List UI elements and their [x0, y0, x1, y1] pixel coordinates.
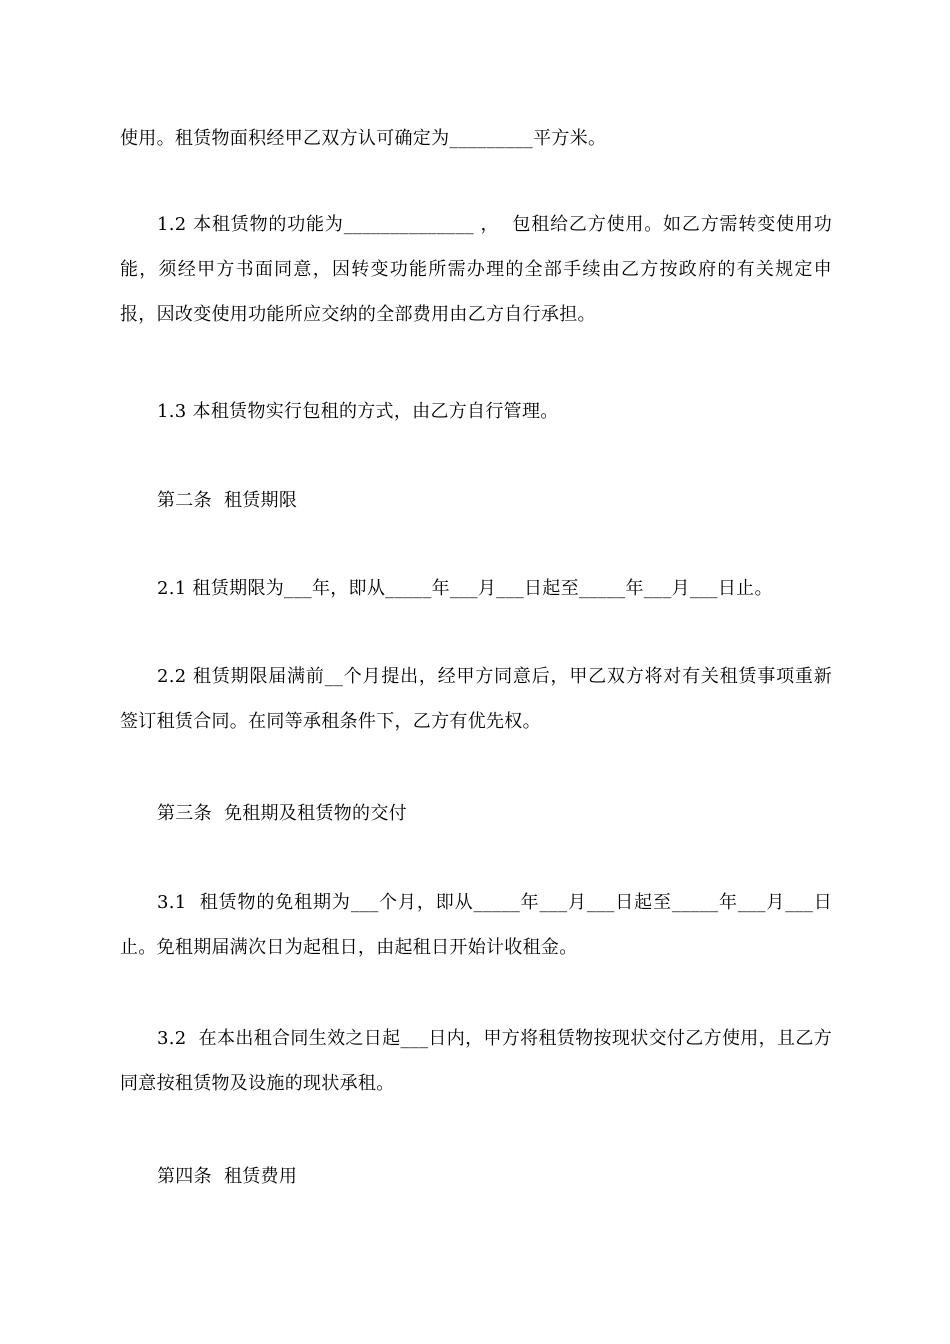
paragraph-1-2-function: 1.2 本租赁物的功能为______________ ， 包租给乙方使用。如乙方需转变使用功能，须经甲方书面同意，因转变功能所需办理的全部手续由乙方按政府的有关规定申报，因改变使用功能所应交纳的全部费用由乙方自行承担。 [120, 214, 832, 325]
paragraph-2-1-term: 2.1 租赁期限为___年，即从_____年___月___日起至_____年___月___日止。 [157, 578, 773, 599]
paragraph-3-1-rent-free: 3.1 租赁物的免租期为___个月，即从_____年___月___日起至_____年___月___日止。免租期届满次日为起租日，由起租日开始计收租金。 [120, 892, 832, 958]
paragraph-area-confirmation: 使用。租赁物面积经甲乙双方认可确定为_________平方米。 [120, 128, 607, 149]
heading-article-2: 第二条 租赁期限 [157, 490, 298, 511]
paragraph-3-2-delivery: 3.2 在本出租合同生效之日起___日内，甲方将租赁物按现状交付乙方使用，且乙方同意按租赁物及设施的现状承租。 [120, 1028, 832, 1094]
paragraph-1-3-management: 1.3 本租赁物实行包租的方式，由乙方自行管理。 [157, 401, 559, 422]
heading-article-4: 第四条 租赁费用 [157, 1166, 298, 1187]
paragraph-2-2-renewal: 2.2 租赁期限届满前__个月提出，经甲方同意后，甲乙双方将对有关租赁事项重新签订租赁合同。在同等承租条件下，乙方有优先权。 [120, 666, 832, 732]
heading-article-3: 第三条 免租期及租赁物的交付 [157, 803, 407, 824]
